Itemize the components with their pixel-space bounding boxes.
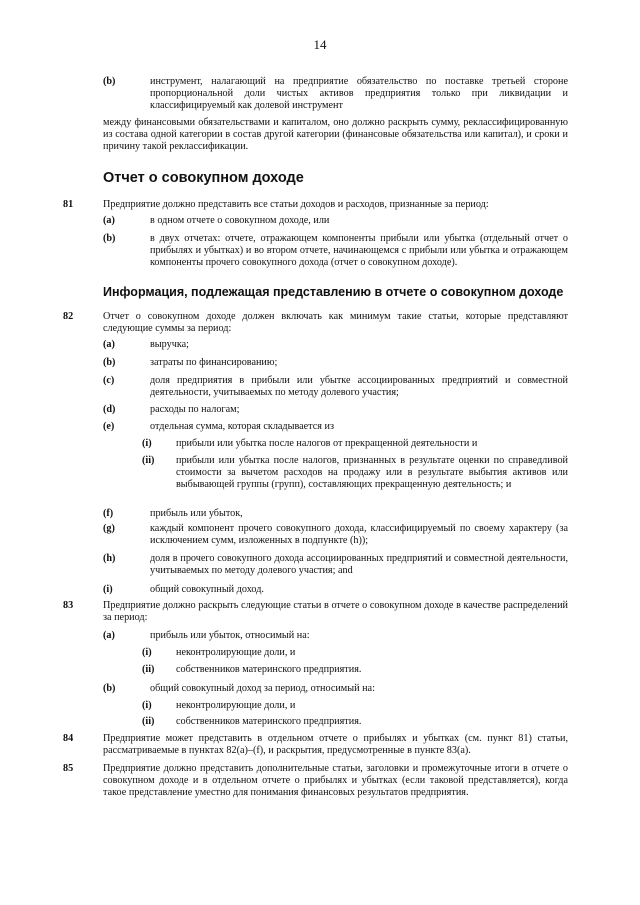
paragraph-text: Отчет о совокупном доходе должен включать как минимум такие статьи, которые представляют следующие суммы за период: (103, 311, 568, 335)
item-marker: (i) (103, 584, 113, 595)
sub-item-text: собственников материнского предприятия. (176, 664, 362, 675)
item-marker: (h) (103, 553, 116, 564)
item-marker: (a) (103, 630, 115, 641)
item-marker: (b) (103, 76, 116, 87)
item-text: в двух отчетах: отчете, отражающем компоненты прибыли или убытка (отдельный отчет о прибылях и убытках) и во втором отчете, начинающемся с прибыли или убытка и отражающем компоненты прочего совокупного дохода (отчет о совокупном доходе). (150, 233, 568, 269)
item-text: каждый компонент прочего совокупного дохода, классифицируемый по своему характеру (за исключением сумм, изложенных в подпункте (h)); (150, 523, 568, 547)
section-subheading: Информация, подлежащая представлению в отчете о совокупном доходе (103, 285, 564, 299)
item-text: инструмент, налагающий на предприятие обязательство по поставке третьей стороне пропорциональной доли чистых активов предприятия только при ликвидации и классифицируемый как долевой инструмент (150, 76, 568, 112)
paragraph-text: Предприятие должно раскрыть следующие статьи в отчете о совокупном доходе в качестве распределений за период: (103, 600, 568, 624)
item-marker: (b) (103, 683, 116, 694)
sub-item-marker: (ii) (142, 664, 155, 675)
paragraph-text: Предприятие может представить в отдельном отчете о прибылях и убытках (см. пункт 81) статьи, рассматриваемые в пунктах 82(a)–(f), и раскрытия, предусмотренные в пункте 83(a). (103, 733, 568, 757)
item-marker: (g) (103, 523, 115, 534)
paragraph-text: Предприятие должно представить все статьи доходов и расходов, признанные за период: (103, 199, 489, 210)
item-text: выручка; (150, 339, 189, 350)
paragraph-number: 81 (63, 199, 74, 210)
sub-item-text: собственников материнского предприятия. (176, 716, 362, 727)
sub-item-text: неконтролирующие доли, и (176, 647, 296, 658)
item-text: в одном отчете о совокупном доходе, или (150, 215, 330, 226)
sub-item-text: неконтролирующие доли, и (176, 700, 296, 711)
item-text: прибыль или убыток, относимый на: (150, 630, 310, 641)
item-marker: (b) (103, 357, 116, 368)
item-text: доля предприятия в прибыли или убытке ассоциированных предприятий и совместной деятельности, учитываемых по методу долевого участия; (150, 375, 568, 399)
item-text: общий совокупный доход за период, относимый на: (150, 683, 375, 694)
item-marker: (b) (103, 233, 116, 244)
item-text: доля в прочего совокупного дохода ассоциированных предприятий и совместной деятельности, учитываемых по методу долевого участия; and (150, 553, 568, 577)
sub-item-text: прибыли или убытка после налогов от прекращенной деятельности и (176, 438, 478, 449)
paragraph-text: Предприятие должно представить дополнительные статьи, заголовки и промежуточные итоги в отчете о совокупном доходе и в отдельном отчете о прибылях и убытках (если таковой представляется), когда такое представление уместно для понимания финансовых результатов предприятия. (103, 763, 568, 799)
item-marker: (f) (103, 508, 114, 519)
item-text: расходы по налогам; (150, 404, 240, 415)
reclassification-paragraph: между финансовыми обязательствами и капиталом, оно должно раскрыть сумму, реклассифицированную из состава одной категории в состав другой категории (финансовые обязательства или капитал), и сроки и причину такой реклассификации. (103, 117, 568, 153)
paragraph-number: 83 (63, 600, 74, 611)
item-marker: (e) (103, 421, 115, 432)
item-text: прибыль или убыток, (150, 508, 243, 519)
sub-item-text: прибыли или убытка после налогов, признанных в результате оценки по справедливой стоимости за вычетом расходов на продажу или в результате выбытия активов или выбывающей группы (групп), составляющих прекращенную деятельность; и (176, 455, 568, 491)
item-text: общий совокупный доход. (150, 584, 264, 595)
section-heading: Отчет о совокупном доходе (103, 170, 304, 186)
paragraph-number: 84 (63, 733, 74, 744)
sub-item-marker: (ii) (142, 716, 155, 727)
page-number: 14 (313, 37, 327, 52)
item-marker: (a) (103, 339, 115, 350)
item-text: затраты по финансированию; (150, 357, 278, 368)
paragraph-number: 82 (63, 311, 74, 322)
item-text: отдельная сумма, которая складывается из (150, 421, 334, 432)
item-marker: (c) (103, 375, 115, 386)
sub-item-marker: (i) (142, 438, 152, 449)
item-marker: (a) (103, 215, 115, 226)
sub-item-marker: (ii) (142, 455, 155, 466)
paragraph-number: 85 (63, 763, 74, 774)
item-marker: (d) (103, 404, 116, 415)
sub-item-marker: (i) (142, 700, 152, 711)
sub-item-marker: (i) (142, 647, 152, 658)
